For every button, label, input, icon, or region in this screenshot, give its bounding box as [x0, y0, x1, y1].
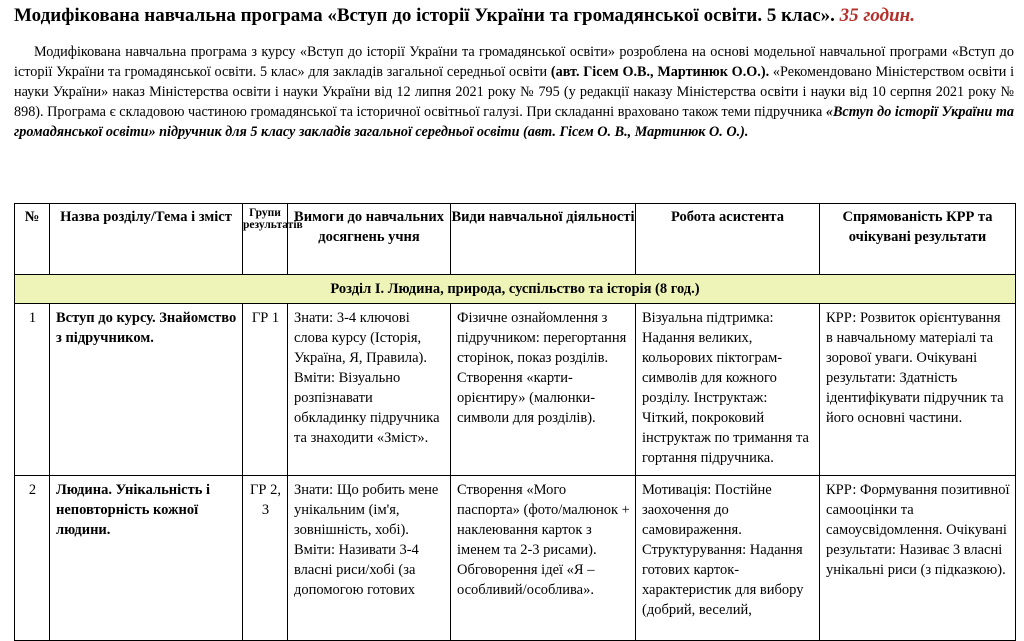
header-requirements: Вимоги до навчальних досягнень учня [288, 204, 451, 275]
section-title: Розділ І. Людина, природа, суспільство та історія (8 год.) [15, 275, 1016, 304]
intro-text-1: Модифікована навчальна програма з курсу «Вступ до історії України та громадянської освіти» розроблена на основі модельної навчальної програми «Вступ до історії України та громадянської освіти. 5 клас» для закладів загальної середньої освіти [14, 44, 1014, 80]
table-row [15, 304, 1016, 476]
row-groups: ГР 2, 3 [243, 476, 288, 641]
header-assistant: Робота асистента [636, 204, 820, 275]
title-text: Модифікована навчальна програма «Вступ до історії України та громадянської освіти. 5 клас». [14, 5, 835, 26]
header-num: № [15, 204, 50, 275]
intro-authors: (авт. Гісем О.В., Мартинюк О.О.). [550, 64, 770, 80]
row-assistant: Мотивація: Постійне заохочення до самовираження. Структурування: Надання готових карток-характеристик для вибору (добрий, веселий, [636, 476, 820, 641]
header-krr: Спрямованість КРР та очікувані результати [820, 204, 1016, 275]
row-topic: Вступ до курсу. Знайомство з підручником. [50, 304, 243, 476]
row-requirements: Знати: 3-4 ключові слова курсу (Історія, Україна, Я, Правила). Вміти: Візуально розпізнавати обкладинку підручника та знаходити «Зміст». [288, 304, 451, 476]
row-topic: Людина. Унікальність і неповторність кожної людини. [50, 476, 243, 641]
row-activities: Фізичне ознайомлення з підручником: перегортання сторінок, показ розділів. Створення «карти-орієнтиру» (малюнки-символи для розділів). [451, 304, 636, 476]
header-topic: Назва розділу/Тема і зміст [50, 204, 243, 275]
row-krr: КРР: Формування позитивної самооцінки та самоусвідомлення. Очікувані результати: Називає 3 власні унікальні риси (з підказкою). [820, 476, 1016, 641]
row-assistant: Візуальна підтримка: Надання великих, кольорових піктограм-символів для кожного розділу. Інструктаж: Чіткий, покроковий інструктаж по тримання та гортання підручника. [636, 304, 820, 476]
row-krr: КРР: Розвиток орієнтування в навчальному матеріалі та зорової уваги. Очікувані результати: Здатність ідентифікувати підручник та його основні частини. [820, 304, 1016, 476]
row-groups: ГР 1 [243, 304, 288, 476]
intro-text-2: «Рекомендовано Міністерством освіти і науки України» наказ Міністерства освіти і науки України від 12 липня 2021 року № 795 (у редакції наказу Міністерства освіти і науки від 10 серпня 2021 року № 898). Програма є складовою частиною громадянської та історичної освітньої галузі. При складанні враховано також теми підручника [14, 64, 1015, 120]
header-groups: Групи результатів [243, 204, 288, 275]
intro-textbook: «Вступ до історії України та громадянської освіти» підручник для 5 класу закладів загальної середньої освіти (авт. Гісем О. В., Мартинюк О. О.). [14, 104, 1015, 140]
document-title [14, 5, 1014, 27]
table-header-row [15, 204, 1016, 275]
row-activities: Створення «Мого паспорта» (фото/малюнок + наклеювання карток з іменем та 2-3 рисами). Обговорення ідеї «Я – особливий/особлива». [451, 476, 636, 641]
section-row [15, 275, 1016, 304]
program-table [14, 203, 1016, 641]
row-num: 1 [15, 304, 50, 476]
intro-paragraph [14, 42, 1014, 142]
row-num: 2 [15, 476, 50, 641]
table-row [15, 476, 1016, 641]
row-requirements: Знати: Що робить мене унікальним (ім'я, зовнішність, хобі). Вміти: Називати 3-4 власні риси/хобі (за допомогою готових [288, 476, 451, 641]
title-hours: 35 годин. [839, 5, 915, 26]
header-activities: Види навчальної діяльності [451, 204, 636, 275]
